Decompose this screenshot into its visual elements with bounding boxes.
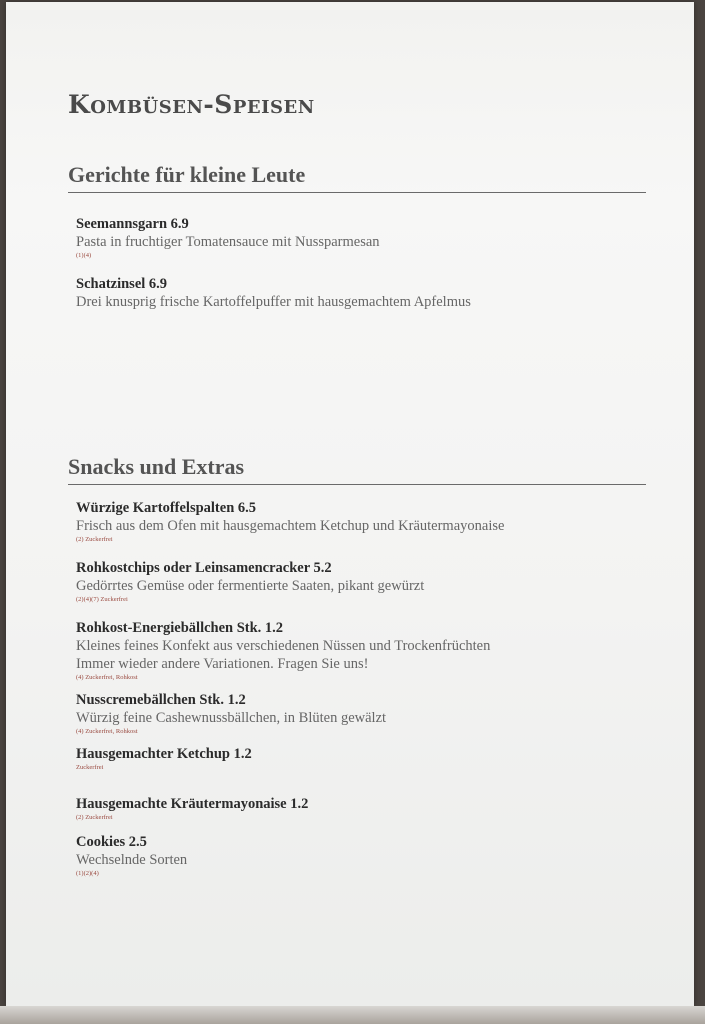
item-description: Drei knusprig frische Kartoffelpuffer mit hausgemachtem Apfelmus bbox=[76, 294, 471, 310]
item-description: Wechselnde Sorten bbox=[76, 852, 188, 868]
item-note: (4) Zuckerfrei, Rohkost bbox=[76, 728, 138, 735]
item-note: (2)(4)(7) Zuckerfrei bbox=[76, 596, 128, 603]
item-note: (4) Zuckerfrei, Rohkost bbox=[76, 674, 138, 681]
menu-item-schatzinsel bbox=[76, 275, 646, 311]
item-description: Pasta in fruchtiger Tomatensauce mit Nussparmesan bbox=[76, 234, 380, 250]
item-description: Kleines feines Konfekt aus verschiedenen Nüssen und Trockenfrüchten bbox=[76, 638, 491, 654]
item-note: (1)(4) bbox=[76, 252, 92, 259]
item-name: Rohkostchips oder Leinsamencracker 5.2 bbox=[76, 560, 332, 576]
item-description: Würzig feine Cashewnussbällchen, in Blüten gewälzt bbox=[76, 710, 387, 726]
item-name: Cookies 2.5 bbox=[76, 834, 147, 850]
menu-item-cookies bbox=[76, 833, 646, 879]
item-note: (2) Zuckerfrei bbox=[76, 814, 113, 821]
menu-item-seemannsgarn bbox=[76, 215, 646, 261]
menu-item-kartoffelspalten bbox=[76, 499, 646, 545]
menu-item-nusscremebaellchen bbox=[76, 691, 646, 737]
item-description-line-2: Immer wieder andere Variationen. Fragen Sie uns! bbox=[76, 656, 369, 672]
menu-sheet bbox=[6, 2, 694, 1006]
item-name: Nusscremebällchen Stk. 1.2 bbox=[76, 692, 246, 708]
menu-item-kraeutermayonaise bbox=[76, 795, 646, 823]
item-name: Hausgemachte Kräutermayonaise 1.2 bbox=[76, 796, 309, 812]
menu-item-ketchup bbox=[76, 745, 646, 773]
table-edge bbox=[0, 1006, 705, 1024]
item-name: Schatzinsel 6.9 bbox=[76, 276, 168, 292]
item-note: (1)(2)(4) bbox=[76, 870, 99, 877]
menu-title: Kombüsen-Speisen bbox=[68, 90, 315, 119]
section-kids bbox=[68, 162, 646, 311]
section-title: Snacks und Extras bbox=[68, 454, 646, 485]
menu-item-energiebaellchen bbox=[76, 619, 646, 683]
item-name: Hausgemachter Ketchup 1.2 bbox=[76, 746, 252, 762]
item-note: (2) Zuckerfrei bbox=[76, 536, 113, 543]
section-snacks bbox=[68, 454, 646, 879]
item-name: Rohkost-Energiebällchen Stk. 1.2 bbox=[76, 620, 284, 636]
section-title: Gerichte für kleine Leute bbox=[68, 162, 646, 193]
item-name: Seemannsgarn 6.9 bbox=[76, 216, 189, 232]
menu-item-rohkostchips bbox=[76, 559, 646, 605]
item-name: Würzige Kartoffelspalten 6.5 bbox=[76, 500, 257, 516]
item-description: Gedörrtes Gemüse oder fermentierte Saaten, pikant gewürzt bbox=[76, 578, 425, 594]
item-description: Frisch aus dem Ofen mit hausgemachtem Ketchup und Kräutermayonaise bbox=[76, 518, 505, 534]
item-note: Zuckerfrei bbox=[76, 764, 104, 771]
